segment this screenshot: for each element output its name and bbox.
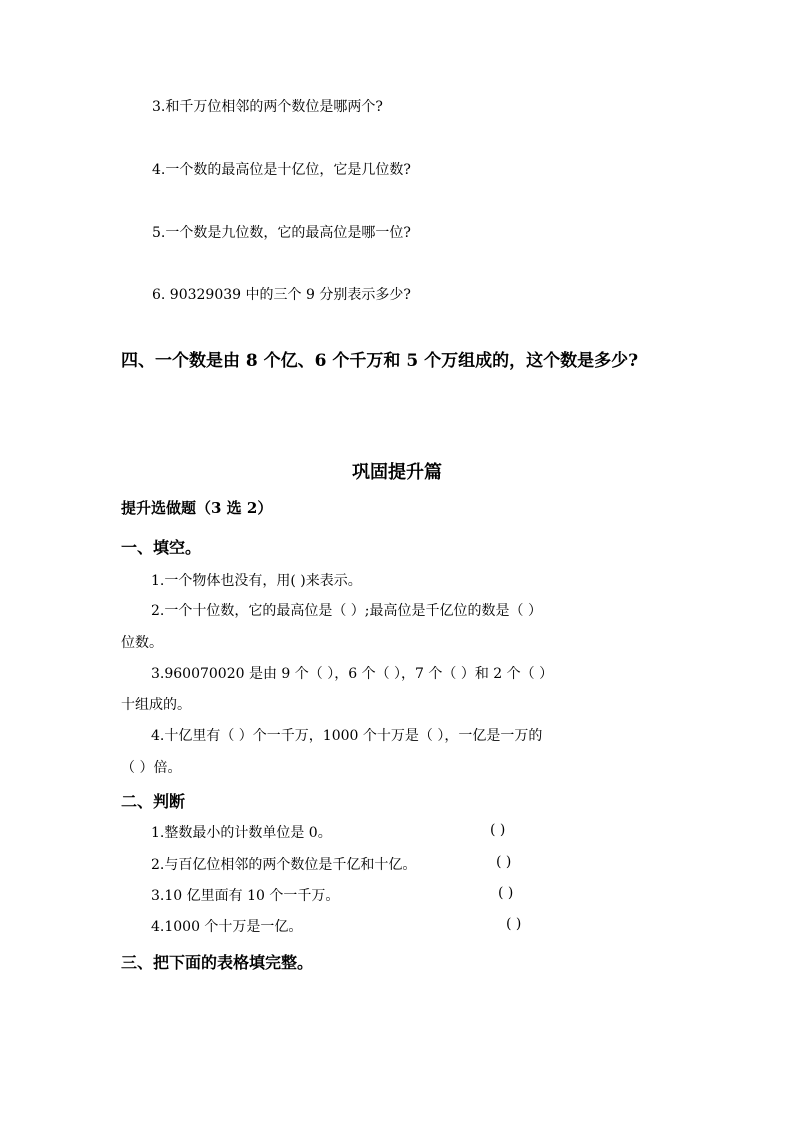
section-4-question: 四、一个数是由 8 个亿、6 个千万和 5 个万组成的，这个数是多少?: [121, 351, 639, 371]
question-4: 4.一个数的最高位是十亿位，它是几位数?: [152, 162, 411, 178]
fill-line-4: 4.十亿里有（ ）个一千万，1000 个十万是（ ），一亿是一万的: [151, 728, 543, 744]
judge-item-2: 2.与百亿位相邻的两个数位是千亿和十亿。: [151, 857, 417, 873]
judge-bracket-4[interactable]: ( ): [506, 916, 522, 932]
fill-line-3: 3.960070020 是由 9 个（ ），6 个（ ），7 个（ ）和 2 个（ ）: [151, 666, 554, 682]
question-6: 6. 90329039 中的三个 9 分别表示多少?: [152, 287, 411, 303]
fill-line-1: 1.一个物体也没有，用( )来表示。: [151, 573, 362, 589]
part-title: 巩固提升篇: [352, 462, 442, 483]
fill-line-2-cont: 位数。: [121, 635, 163, 651]
judge-bracket-1[interactable]: ( ): [490, 822, 506, 838]
table-heading: 三、把下面的表格填完整。: [121, 953, 314, 972]
fill-line-4-cont: （ ）倍。: [121, 760, 182, 776]
subtitle: 提升选做题（3 选 2）: [121, 499, 273, 517]
judge-item-3: 3.10 亿里面有 10 个一千万。: [151, 888, 340, 904]
judge-bracket-2[interactable]: ( ): [496, 854, 512, 870]
judge-bracket-3[interactable]: ( ): [498, 885, 514, 901]
question-3: 3.和千万位相邻的两个数位是哪两个?: [152, 99, 383, 115]
fill-heading: 一、填空。: [121, 538, 202, 557]
judge-heading: 二、判断: [121, 792, 186, 811]
judge-item-4: 4.1000 个十万是一亿。: [151, 919, 303, 935]
fill-line-3-cont: 十组成的。: [121, 697, 191, 713]
judge-item-1: 1.整数最小的计数单位是 0。: [151, 825, 332, 841]
question-5: 5.一个数是九位数，它的最高位是哪一位?: [152, 225, 411, 241]
fill-line-2: 2.一个十位数，它的最高位是（ ）;最高位是千亿位的数是（ ）: [151, 603, 542, 619]
